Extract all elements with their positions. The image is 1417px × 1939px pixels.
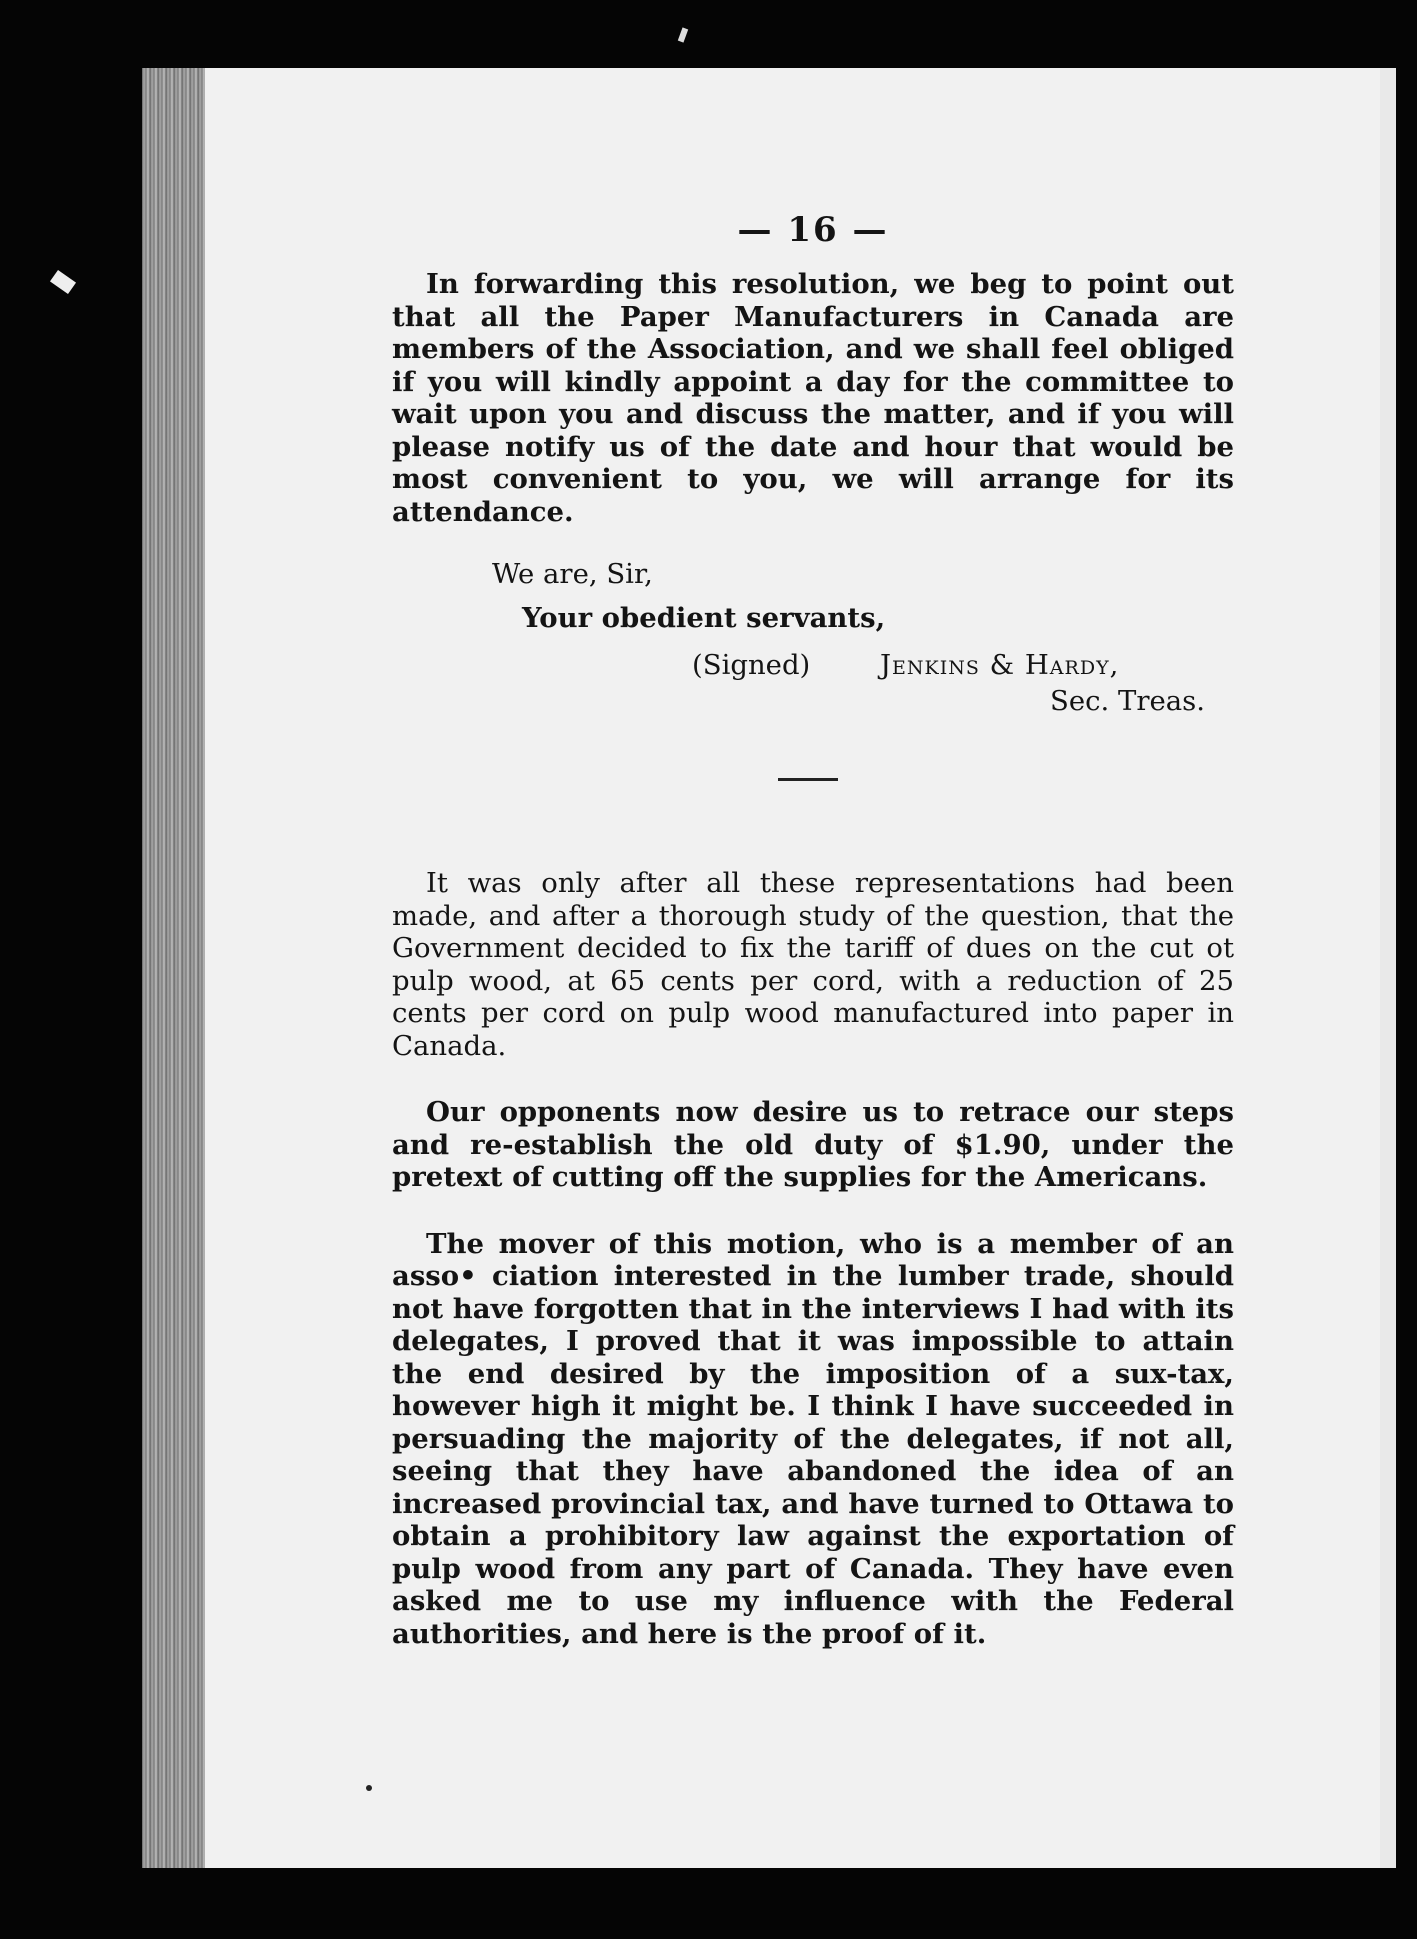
signer-title: Sec. Treas. bbox=[1050, 685, 1206, 717]
signed-label: (Signed) bbox=[692, 649, 811, 681]
letter-closing bbox=[392, 552, 1234, 640]
page-content bbox=[392, 210, 1234, 1650]
paragraph-resolution: In forwarding this resolution, we beg to point out that all the Paper Manufacturers in Canada are members of the Association, and we shall feel obliged if you will kindly appoint a day for the committee to wait upon you and discuss the matter, and if you will please notify us of the date and hour that would be most convenient to you, we will arrange for its attendance. bbox=[392, 268, 1234, 528]
signer-name: Jenkins & Hardy, bbox=[880, 649, 1120, 681]
ink-dot bbox=[366, 1785, 372, 1791]
paragraph-government-tariff: It was only after all these representations had been made, and after a thorough study of the question, that the Government decided to fix the tariff of dues on the cut ot pulp wood, at 65 cents per cord, with a reduction of 25 cents per cord on pulp wood manufactured into paper in Canada. bbox=[392, 867, 1234, 1062]
page-number: — 16 — bbox=[737, 210, 889, 250]
closing-servants: Your obedient servants, bbox=[522, 602, 886, 634]
page-binding-gutter bbox=[142, 68, 212, 1868]
signature-block bbox=[392, 648, 1234, 718]
section-divider bbox=[778, 778, 838, 781]
page-right-edge bbox=[1380, 68, 1396, 1868]
closing-salutation: We are, Sir, bbox=[492, 558, 653, 590]
paragraph-mover: The mover of this motion, who is a member of an asso• ciation interested in the lumber trade, should not have forgotten that in the interviews I had with its delegates, I proved that it was impossible to attain the end desired by the imposition of a sux-tax, however high it might be. I think I have succeeded in persuading the majority of the delegates, if not all, seeing that they have abandoned the idea of an increased provincial tax, and have turned to Ottawa to obtain a prohibitory law against the exportation of pulp wood from any part of Canada. They have even asked me to use my influence with the Federal authorities, and here is the proof of it. bbox=[392, 1227, 1234, 1650]
paragraph-opponents: Our opponents now desire us to retrace our steps and re-establish the old duty of $1.90, under the pretext of cutting off the supplies for the Americans. bbox=[392, 1096, 1234, 1193]
